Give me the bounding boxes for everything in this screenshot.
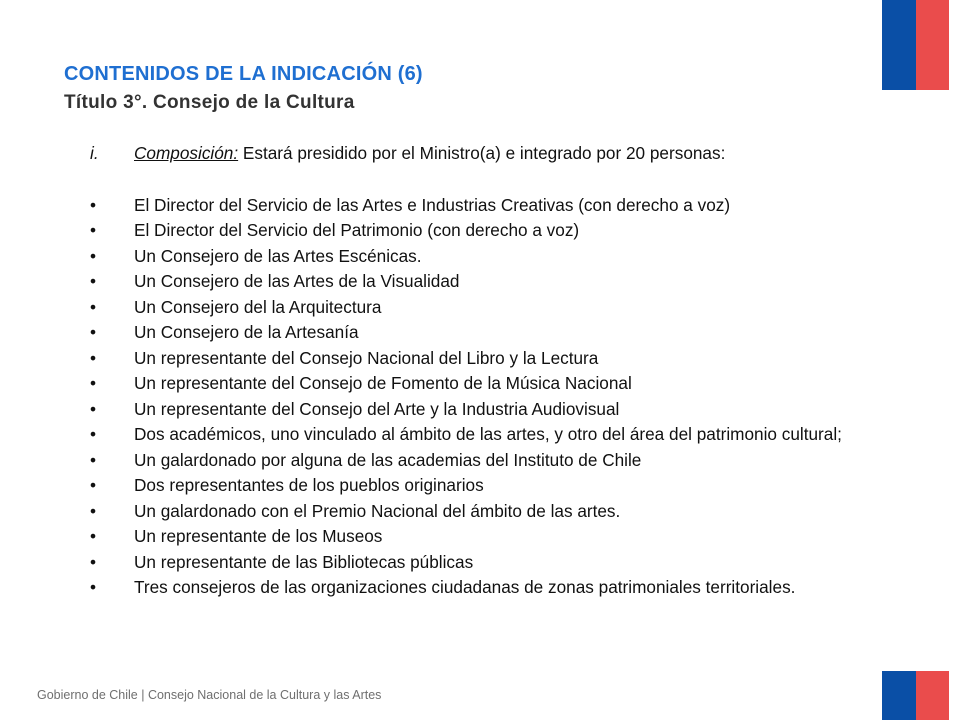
bullet-icon: • [90,194,97,215]
slide-subtitle: Título 3°. Consejo de la Cultura [64,92,355,113]
list-item-text: Un representante del Consejo del Arte y la Industria Audiovisual [134,398,620,419]
list-item [90,371,932,397]
bullet-icon: • [90,322,97,342]
bullet-icon: • [90,220,97,240]
list-item [90,499,932,525]
bullet-icon: • [90,449,97,470]
list-item-text: Un representante del Consejo de Fomento de la Música Nacional [134,373,632,393]
bullet-icon: • [90,347,97,368]
list-item [90,269,932,295]
intro-line [90,141,932,167]
list-item-text: Un Consejero de las Artes de la Visualidad [134,271,460,291]
bullet-icon: • [90,296,97,317]
list-item [90,244,932,270]
bullet-icon: • [90,577,97,597]
list-item-text: El Director del Servicio de las Artes e Industrias Creativas (con derecho a voz) [134,194,731,215]
bullet-icon: • [90,526,97,546]
list-item [90,422,932,448]
list-item-text: Un galardonado con el Premio Nacional del ámbito de las artes. [134,500,621,521]
list-item-text: Dos representantes de los pueblos originarios [134,475,484,495]
list-item [90,193,932,219]
flag-stripe-bottom [882,671,949,720]
footer-text: Gobierno de Chile | Consejo Nacional de la Cultura y las Artes [37,688,382,702]
flag-stripe-top [882,0,949,90]
list-item [90,524,932,550]
list-item [90,473,932,499]
list-item-text: Un Consejero de la Artesanía [134,322,359,342]
list-item [90,295,932,321]
bullet-icon: • [90,398,97,419]
list-item [90,550,932,576]
list-item [90,397,932,423]
list-item-text: Tres consejeros de las organizaciones ciudadanas de zonas patrimoniales territoriales. [134,577,796,597]
list-item-text: Un representante del Consejo Nacional del Libro y la Lectura [134,347,599,368]
slide-body [90,141,932,601]
bullet-icon: • [90,500,97,521]
bullet-icon: • [90,271,97,291]
list-item [90,346,932,372]
bullet-icon: • [90,551,97,572]
list-item-text: Un Consejero de las Artes Escénicas. [134,245,422,266]
flag-blue-band [882,0,916,90]
bullet-icon: • [90,424,97,444]
bullet-icon: • [90,475,97,495]
list-item [90,218,932,244]
flag-red-band [916,0,949,90]
bullet-icon: • [90,373,97,393]
list-item [90,448,932,474]
intro-number: i. [90,143,99,163]
list-item-text: Un Consejero del la Arquitectura [134,296,382,317]
intro-text: Estará presidido por el Ministro(a) e integrado por 20 personas: [238,143,726,163]
slide-title: CONTENIDOS DE LA INDICACIÓN (6) [64,63,423,85]
list-item-text: Dos académicos, uno vinculado al ámbito de las artes, y otro del área del patrimonio cultural; [134,424,842,444]
member-list [90,193,932,601]
intro-lead: Composición: [134,143,239,163]
list-item-text: Un galardonado por alguna de las academias del Instituto de Chile [134,449,642,470]
list-item-text: Un representante de los Museos [134,526,383,546]
list-item [90,320,932,346]
list-item [90,575,932,601]
list-item-text: Un representante de las Bibliotecas públicas [134,551,474,572]
flag-blue-band [882,671,916,720]
list-item-text: El Director del Servicio del Patrimonio (con derecho a voz) [134,220,580,240]
bullet-icon: • [90,245,97,266]
flag-red-band [916,671,949,720]
